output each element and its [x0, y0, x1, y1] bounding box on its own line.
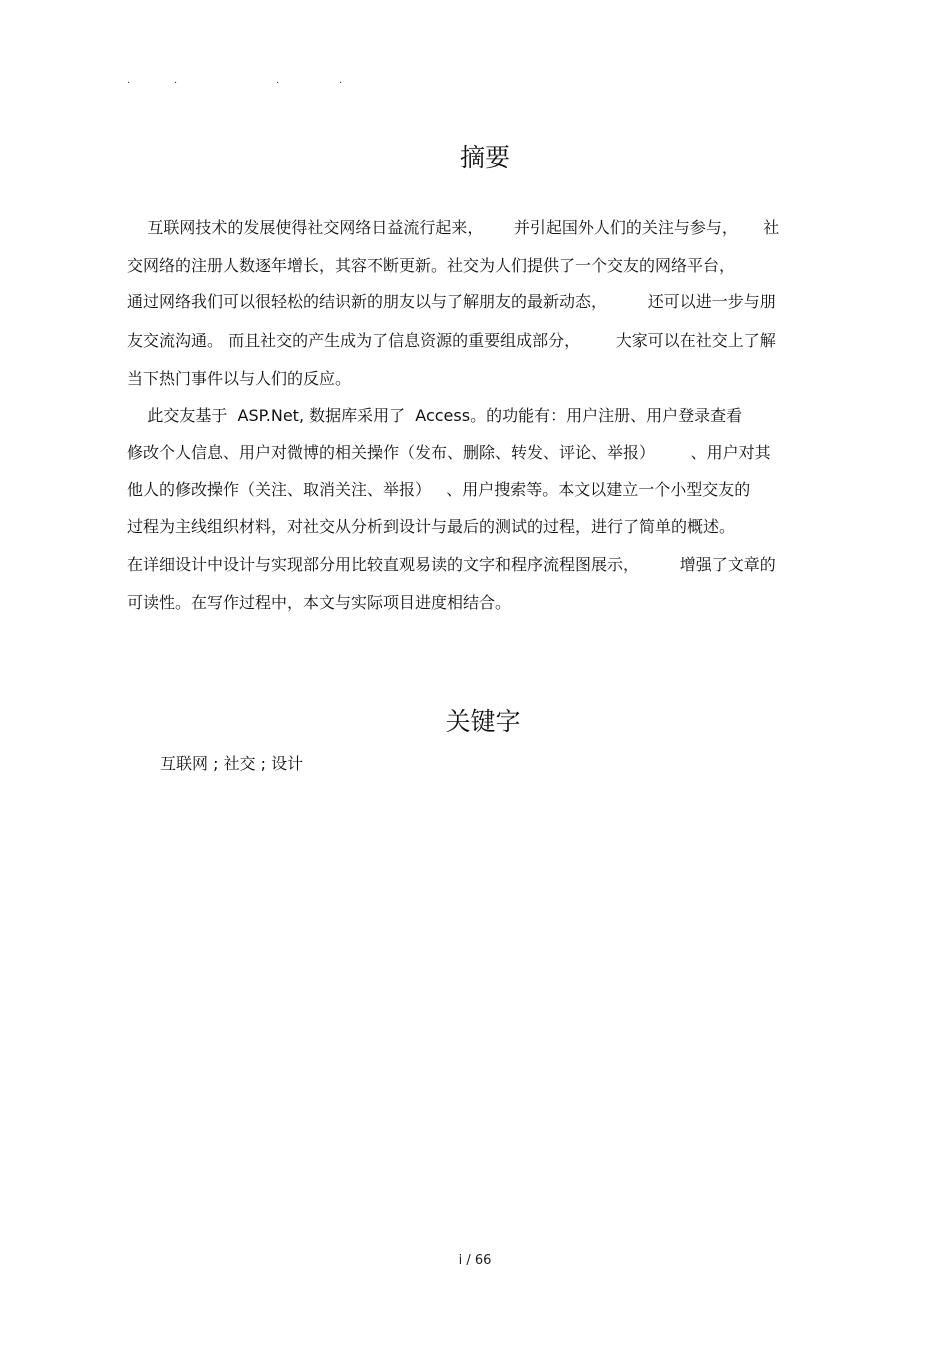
- abstract-line: 通过网络我们可以很轻松的结识新的朋友以与了解朋友的最新动态， 还可以进一步与朋: [127, 292, 776, 311]
- keywords-title: 关键字: [445, 707, 521, 736]
- keywords-list: 互联网 ; 社交 ; 设计: [160, 754, 304, 773]
- abstract-line: 可读性。在写作过程中，本文与实际项目进度相结合。: [127, 593, 512, 612]
- page-number: i / 66: [458, 1253, 492, 1268]
- header-dot: .: [276, 75, 280, 86]
- abstract-line: 当下热门事件以与人们的反应。: [127, 369, 352, 388]
- abstract-line: 过程为主线组织材料，对社交从分析到设计与最后的测试的过程，进行了简单的概述。: [127, 517, 736, 536]
- abstract-title: 摘要: [459, 143, 510, 172]
- abstract-line: 他人的修改操作（关注、取消关注、举报） 、用户搜索等。本文以建立一个小型交友的: [127, 480, 751, 499]
- abstract-line: 在详细设计中设计与实现部分用比较直观易读的文字和程序流程图展示， 增强了文章的: [127, 555, 776, 574]
- abstract-line: 互联网技术的发展使得社交网络日益流行起来， 并引起国外人们的关注与参与， 社: [127, 218, 780, 237]
- header-dots: [0, 76, 950, 86]
- abstract-line: 修改个人信息、用户对微博的相关操作（发布、删除、转发、评论、举报） 、用户对其: [127, 443, 771, 462]
- header-dot: .: [339, 75, 343, 86]
- abstract-line: 交网络的注册人数逐年增长，其容不断更新。社交为人们提供了一个交友的网络平台，: [127, 256, 736, 275]
- abstract-line: 友交流沟通。 而且社交的产生成为了信息资源的重要组成部分， 大家可以在社交上了解: [127, 331, 776, 350]
- abstract-line: 此交友基于 ASP.Net, 数据库采用了 Access。的功能有：用户注册、用户登录查看: [127, 406, 743, 425]
- header-dot: .: [174, 75, 178, 86]
- header-dot: .: [127, 75, 131, 86]
